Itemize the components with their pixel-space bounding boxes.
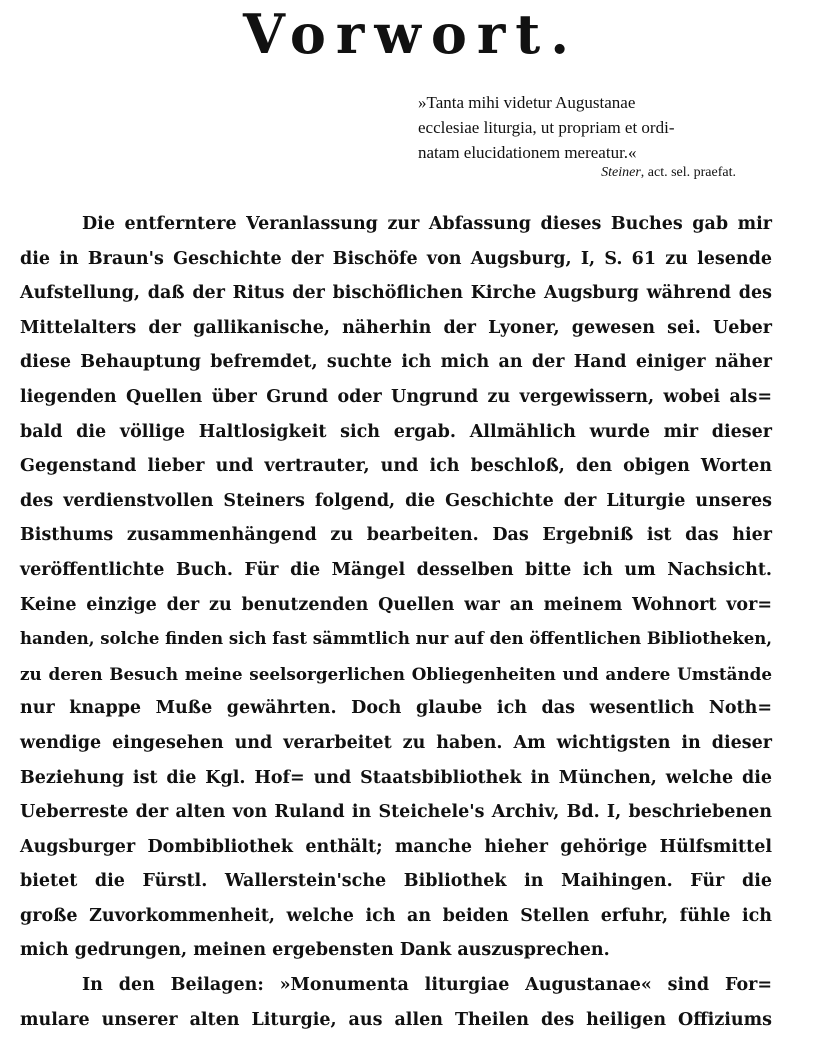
text-line: Die entferntere Veranlassung zur Abfassung dieses Buches gab mir	[82, 214, 772, 234]
text-line: Augsburger Dombibliothek enthält; manche hieher gehörige Hülfsmittel	[20, 836, 772, 857]
epigraph-attribution	[418, 163, 736, 183]
text-line: bald die völlige Haltlosigkeit sich ergab. Allmählich wurde mir dieser	[20, 421, 772, 442]
text-line: Mittelalters der gallikanische, näherhin der Lyoner, gewesen sei. Ueber	[20, 317, 772, 338]
text-line: diese Behauptung befremdet, suchte ich mich an der Hand einiger näher	[20, 352, 772, 373]
epigraph-line-3: natam elucidationem mereatur.«	[418, 143, 637, 162]
text-line: Beziehung ist die Kgl. Hof= und Staatsbibliothek in München, welche die	[20, 767, 772, 788]
text-line: die in Braun's Geschichte der Bischöfe von Augsburg, I, S. 61 zu lesende	[20, 248, 772, 269]
text-line: Aufstellung, daß der Ritus der bischöflichen Kirche Augsburg während des	[20, 283, 772, 304]
epigraph	[418, 90, 758, 165]
text-line: liegenden Quellen über Grund oder Ungrund zu vergewissern, wobei als=	[20, 386, 772, 407]
text-line: Ueberreste der alten von Ruland in Steichele's Archiv, Bd. I, beschriebenen	[20, 802, 772, 823]
text-line: veröffentlichte Buch. Für die Mängel desselben bitte ich um Nachsicht.	[20, 559, 772, 580]
text-line: wendige eingesehen und verarbeitet zu haben. Am wichtigsten in dieser	[20, 732, 772, 753]
text-line: mich gedrungen, meinen ergebensten Dank auszusprechen.	[20, 940, 610, 961]
text-line: des verdienstvollen Steiners folgend, die Geschichte der Liturgie unseres	[20, 490, 772, 511]
page-title: Vorwort.	[242, 2, 580, 66]
text-line: große Zuvorkommenheit, welche ich an beiden Stellen erfuhr, fühle ich	[20, 905, 772, 926]
text-line: Gegenstand lieber und vertrauter, und ich beschloß, den obigen Worten	[20, 456, 772, 477]
epigraph-line-2: ecclesiae liturgia, ut propriam et ordi-	[418, 118, 675, 137]
text-line: nur knappe Muße gewährten. Doch glaube ich das wesentlich Noth=	[20, 698, 772, 719]
epigraph-source: , act. sel. praefat.	[640, 165, 736, 180]
text-line: handen, solche finden sich fast sämmtlich nur auf den öffentlichen Bibliotheken,	[20, 629, 772, 649]
epigraph-author: Steiner	[601, 165, 641, 180]
epigraph-line-1: »Tanta mihi videtur Augustanae	[418, 93, 636, 112]
text-line: mulare unserer alten Liturgie, aus allen Theilen des heiligen Offiziums	[20, 1009, 772, 1030]
text-line: Keine einzige der zu benutzenden Quellen war an meinem Wohnort vor=	[20, 594, 772, 615]
body-text	[20, 207, 772, 1037]
text-line: zu deren Besuch meine seelsorgerlichen Obliegenheiten und andere Umstände	[20, 663, 772, 684]
text-line: bietet die Fürstl. Wallerstein'sche Bibliothek in Maihingen. Für die	[20, 871, 772, 892]
text-line: In den Beilagen: »Monumenta liturgiae Augustanae« sind For=	[82, 975, 772, 996]
text-line: Bisthums zusammenhängend zu bearbeiten. Das Ergebniß ist das hier	[20, 525, 772, 546]
